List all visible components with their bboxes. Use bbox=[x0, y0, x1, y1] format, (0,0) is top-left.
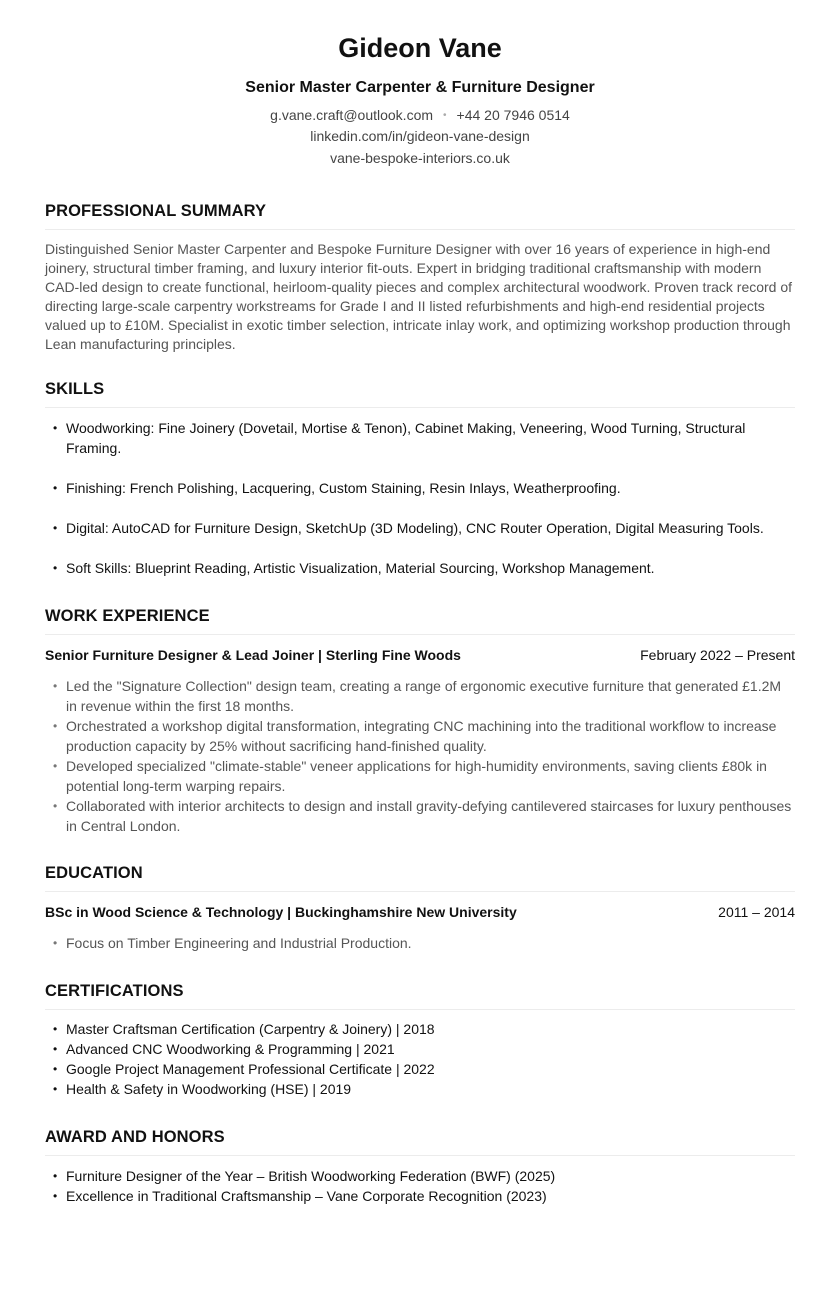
candidate-name: Gideon Vane bbox=[338, 33, 502, 63]
certification-item: • Master Craftsman Certification (Carpentry & Joinery) | 2018 bbox=[45, 1019, 795, 1039]
awards-list bbox=[45, 1166, 795, 1206]
experience-heading: WORK EXPERIENCE bbox=[45, 606, 795, 635]
separator-dot: • bbox=[443, 110, 447, 121]
certifications-list bbox=[45, 1019, 795, 1099]
candidate-title: Senior Master Carpenter & Furniture Designer bbox=[245, 79, 595, 96]
skill-item: • Finishing: French Polishing, Lacquering, Custom Staining, Resin Inlays, Weatherproofing. bbox=[45, 478, 795, 498]
experience-bullet: • Developed specialized "climate-stable" veneer applications for high-humidity environments, saving clients £80k in potential long-term warping repairs. bbox=[45, 756, 795, 796]
phone-link[interactable]: +44 20 7946 0514 bbox=[456, 107, 570, 123]
skills-heading: SKILLS bbox=[45, 379, 795, 408]
certification-item: • Google Project Management Professional Certificate | 2022 bbox=[45, 1059, 795, 1079]
education-heading: EDUCATION bbox=[45, 863, 795, 892]
contact-line bbox=[0, 106, 840, 125]
skill-item: • Digital: AutoCAD for Furniture Design, SketchUp (3D Modeling), CNC Router Operation, Digital Measuring Tools. bbox=[45, 518, 795, 538]
skill-item: • Woodworking: Fine Joinery (Dovetail, Mortise & Tenon), Cabinet Making, Veneering, Wood Turning, Structural Framing. bbox=[45, 418, 795, 458]
summary-heading: PROFESSIONAL SUMMARY bbox=[45, 201, 795, 230]
education-dates: 2011 – 2014 bbox=[718, 904, 795, 920]
education-degree: BSc in Wood Science & Technology | Buckinghamshire New University bbox=[45, 904, 517, 920]
summary-text: Distinguished Senior Master Carpenter and Bespoke Furniture Designer with over 16 years of experience in high-end joinery, structural timber framing, and luxury interior fit-outs. Expert in bridging traditional craftsmanship with modern CAD-led design to create functional, heirloom-quality pieces and complex architectural woodwork. Proven track record of directing large-scale carpentry workstreams for Grade I and II listed refurbishments and high-end residential projects valued up to £10M. Specialist in exotic timber selection, intricate inlay work, and optimizing workshop production through Lean manufacturing principles. bbox=[45, 241, 793, 352]
certification-item: • Advanced CNC Woodworking & Programming | 2021 bbox=[45, 1039, 795, 1059]
award-item: • Excellence in Traditional Craftsmanship – Vane Corporate Recognition (2023) bbox=[45, 1186, 795, 1206]
website-link[interactable]: vane-bespoke-interiors.co.uk bbox=[330, 150, 510, 166]
certification-item: • Health & Safety in Woodworking (HSE) | 2019 bbox=[45, 1079, 795, 1099]
education-bullet: • Focus on Timber Engineering and Industrial Production. bbox=[45, 933, 795, 953]
experience-bullet: • Led the "Signature Collection" design team, creating a range of ergonomic executive furniture that generated £1.2M in revenue within the first 18 months. bbox=[45, 676, 795, 716]
linkedin-link[interactable]: linkedin.com/in/gideon-vane-design bbox=[310, 128, 530, 144]
education-bullets bbox=[45, 933, 795, 953]
experience-bullet: • Collaborated with interior architects to design and install gravity-defying cantilevered staircases for luxury penthouses in Central London. bbox=[45, 796, 795, 836]
award-item: • Furniture Designer of the Year – British Woodworking Federation (BWF) (2025) bbox=[45, 1166, 795, 1186]
email-link[interactable]: g.vane.craft@outlook.com bbox=[270, 107, 434, 123]
experience-dates: February 2022 – Present bbox=[640, 647, 795, 663]
awards-heading: AWARD AND HONORS bbox=[45, 1127, 795, 1156]
experience-role: Senior Furniture Designer & Lead Joiner | Sterling Fine Woods bbox=[45, 647, 461, 663]
experience-bullets bbox=[45, 676, 795, 836]
experience-role-row bbox=[45, 646, 795, 664]
education-row bbox=[45, 903, 795, 921]
skill-item: • Soft Skills: Blueprint Reading, Artistic Visualization, Material Sourcing, Workshop Management. bbox=[45, 558, 795, 578]
certifications-heading: CERTIFICATIONS bbox=[45, 981, 795, 1010]
skills-list bbox=[45, 418, 795, 598]
experience-bullet: • Orchestrated a workshop digital transformation, integrating CNC machining into the traditional workflow to increase production capacity by 25% without sacrificing hand-finished quality. bbox=[45, 716, 795, 756]
